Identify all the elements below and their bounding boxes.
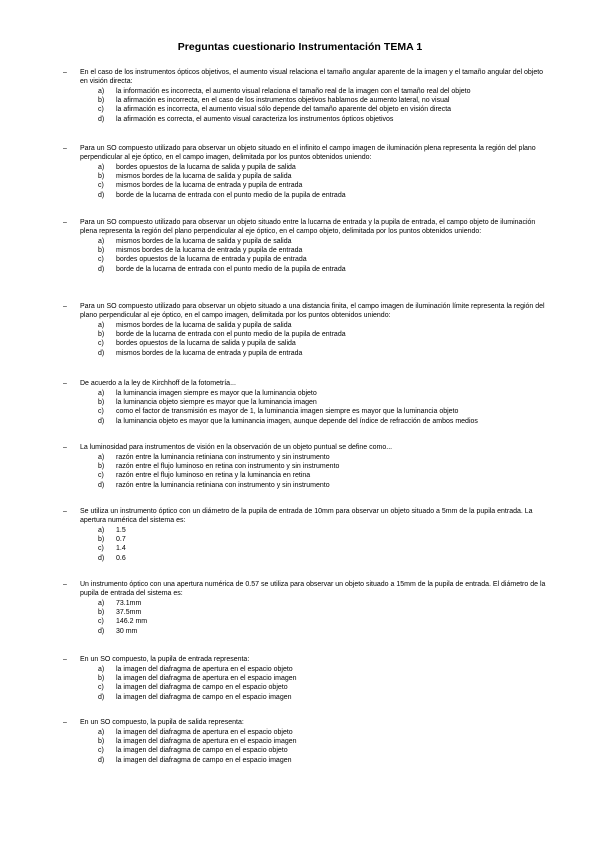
answer-option <box>66 96 552 105</box>
answer-option <box>66 535 552 544</box>
answer-option <box>66 728 552 737</box>
bullet-dash: – <box>63 303 67 310</box>
answer-option <box>66 339 552 348</box>
bullet-dash: – <box>63 444 67 451</box>
question-item <box>63 302 552 358</box>
option-text: la afirmación es incorrecta, en el caso de los instrumentos objetivos hablamos de aumento lateral, no visual <box>116 97 450 105</box>
answer-option <box>66 115 552 124</box>
answer-option <box>66 453 552 462</box>
option-text: 37.5mm <box>116 609 142 617</box>
option-letter: b) <box>98 738 105 746</box>
question-item <box>63 655 552 702</box>
answer-options <box>66 389 552 426</box>
question-item <box>63 580 552 636</box>
question-item <box>63 443 552 490</box>
answer-option <box>66 737 552 746</box>
answer-option <box>66 627 552 636</box>
option-letter: a) <box>98 322 105 329</box>
question-text: La luminosidad para instrumentos de visión en la observación de un objeto puntual se define como... <box>80 444 393 451</box>
bullet-dash: – <box>63 508 67 515</box>
option-text: mismos bordes de la lucarna de salida y pupila de salida <box>116 173 292 181</box>
bullet-dash: – <box>63 719 67 726</box>
answer-option <box>66 265 552 274</box>
option-text: la luminancia objeto siempre es mayor que la luminancia imagen <box>116 399 317 407</box>
option-text: razón entre el flujo luminoso en retina con instrumento y sin instrumento <box>116 463 340 471</box>
option-text: bordes opuestos de la lucarna de salida y pupila de salida <box>116 164 296 171</box>
question-text: De acuerdo a la ley de Kirchhoff de la fotometría... <box>80 380 236 387</box>
option-letter: c) <box>98 408 104 416</box>
answer-option <box>66 683 552 692</box>
option-text: la imagen del diafragma de campo en el espacio imagen <box>116 756 292 764</box>
answer-option <box>66 544 552 553</box>
answer-options <box>66 321 552 358</box>
answer-option <box>66 417 552 426</box>
answer-options <box>66 87 552 124</box>
question-item <box>63 379 552 426</box>
option-text: la imagen del diafragma de campo en el espacio imagen <box>116 693 292 701</box>
question-text: Se utiliza un instrumento óptico con un diámetro de la pupila de entrada de 10mm para observar un objeto situado a 5mm de la pupila entrada. La apertura numérica del sistema es: <box>80 508 533 524</box>
answer-option <box>66 349 552 358</box>
option-letter: a) <box>98 454 105 461</box>
option-letter: d) <box>98 191 105 199</box>
answer-option <box>66 237 552 246</box>
option-text: 30 mm <box>116 627 138 635</box>
option-text: razón entre el flujo luminoso en retina y la luminancia en retina <box>116 472 311 480</box>
option-text: borde de la lucarna de entrada con el punto medio de la pupila de entrada <box>116 265 346 273</box>
option-text: mismos bordes de la lucarna de entrada y pupila de entrada <box>116 247 303 255</box>
option-letter: d) <box>98 693 105 701</box>
option-letter: c) <box>98 106 104 114</box>
option-text: borde de la lucarna de entrada con el punto medio de la pupila de entrada <box>116 191 346 199</box>
option-letter: d) <box>98 756 105 764</box>
bullet-dash: – <box>63 219 67 226</box>
question-item <box>63 68 552 124</box>
option-text: bordes opuestos de la lucarna de salida y pupila de salida <box>116 340 296 348</box>
answer-option <box>66 599 552 608</box>
option-letter: a) <box>98 88 105 95</box>
option-text: la imagen del diafragma de apertura en el espacio imagen <box>116 675 297 683</box>
option-letter: d) <box>98 115 105 123</box>
question-item <box>63 718 552 765</box>
option-letter: a) <box>98 164 105 171</box>
answer-options <box>66 163 552 200</box>
option-text: la luminancia imagen siempre es mayor que la luminancia objeto <box>116 390 317 397</box>
answer-option <box>66 87 552 96</box>
option-letter: b) <box>98 173 105 181</box>
answer-option <box>66 246 552 255</box>
answer-option <box>66 181 552 190</box>
option-text: la imagen del diafragma de campo en el espacio objeto <box>116 684 288 692</box>
option-text: borde de la lucarna de entrada con el punto medio de la pupila de entrada <box>116 331 346 339</box>
option-letter: a) <box>98 390 105 397</box>
answer-option <box>66 665 552 674</box>
option-letter: c) <box>98 472 104 480</box>
option-letter: c) <box>98 340 104 348</box>
question-text: Un instrumento óptico con una apertura numérica de 0.57 se utiliza para observar un objeto situado a 15mm de la pupila de entrada. El diámetro de la pupila de entrada del sistema es: <box>80 581 546 597</box>
question-text: Para un SO compuesto utilizado para observar un objeto situado a una distancia finita, el campo imagen de iluminación límite representa la región del plano perpendicular al eje óptico, en el campo imagen, delimitada por los puntos obtenidos uniendo: <box>80 303 545 319</box>
answer-option <box>66 163 552 172</box>
question-text: En un SO compuesto, la pupila de entrada representa: <box>80 656 250 663</box>
question-text: Para un SO compuesto utilizado para observar un objeto situado entre la lucarna de entrada y la pupila de entrada, el campo objeto de iluminación plena representa la región del plano perpendicular al eje óptico, en el campo objeto, delimitada por los puntos obtenidos uniendo: <box>80 219 536 235</box>
question-item <box>63 507 552 563</box>
option-letter: b) <box>98 675 105 683</box>
answer-option <box>66 398 552 407</box>
option-text: la información es incorrecta, el aumento visual relaciona el tamaño real de la imagen con el tamaño real del objeto <box>116 88 471 95</box>
answer-option <box>66 389 552 398</box>
option-text: razón entre la luminancia retiniana con instrumento y sin instrumento <box>116 481 330 489</box>
option-letter: c) <box>98 182 104 190</box>
answer-option <box>66 255 552 264</box>
option-text: 73.1mm <box>116 600 142 607</box>
answer-option <box>66 172 552 181</box>
page-title: Preguntas cuestionario Instrumentación TEMA 1 <box>177 41 423 53</box>
bullet-dash: – <box>63 581 67 588</box>
option-text: 0.7 <box>116 536 126 544</box>
option-text: como el factor de transmisión es mayor de 1, la luminancia imagen siempre es mayor que la luminancia objeto <box>116 408 459 416</box>
option-letter: c) <box>98 684 104 692</box>
answer-option <box>66 471 552 480</box>
option-letter: c) <box>98 618 104 626</box>
option-text: bordes opuestos de la lucarna de entrada y pupila de entrada <box>116 256 307 264</box>
answer-options <box>66 526 552 563</box>
option-letter: d) <box>98 417 105 425</box>
option-letter: b) <box>98 536 105 544</box>
bullet-dash: – <box>63 656 67 663</box>
option-text: mismos bordes de la lucarna de salida y pupila de salida <box>116 322 292 329</box>
bullet-dash: – <box>63 69 67 76</box>
answer-option <box>66 674 552 683</box>
answer-option <box>66 481 552 490</box>
answer-options <box>66 665 552 702</box>
option-letter: b) <box>98 97 105 105</box>
question-text: En un SO compuesto, la pupila de salida representa: <box>80 719 244 726</box>
option-letter: b) <box>98 399 105 407</box>
answer-options <box>66 237 552 274</box>
option-text: la imagen del diafragma de apertura en el espacio objeto <box>116 666 293 673</box>
option-text: 0.6 <box>116 554 126 562</box>
option-letter: b) <box>98 247 105 255</box>
option-letter: a) <box>98 527 105 534</box>
answer-options <box>66 728 552 765</box>
option-text: la imagen del diafragma de apertura en el espacio objeto <box>116 729 293 736</box>
option-text: la afirmación es incorrecta, el aumento visual sólo depende del tamaño aparente del objeto en visión directa <box>116 106 452 114</box>
question-text: Para un SO compuesto utilizado para observar un objeto situado en el infinito el campo imagen de iluminación plena representa la región del plano perpendicular al eje óptico, en el campo imagen, delimitada por los puntos obtenidos uniendo: <box>80 145 536 161</box>
option-text: mismos bordes de la lucarna de entrada y pupila de entrada <box>116 349 303 357</box>
option-letter: a) <box>98 600 105 607</box>
bullet-dash: – <box>63 380 67 387</box>
option-text: 1.5 <box>116 527 126 534</box>
option-letter: a) <box>98 666 105 673</box>
option-text: la imagen del diafragma de apertura en el espacio imagen <box>116 738 297 746</box>
option-text: la luminancia objeto es mayor que la luminancia imagen, aunque depende del índice de refracción de ambos medios <box>116 417 478 425</box>
answer-option <box>66 105 552 114</box>
option-text: mismos bordes de la lucarna de salida y pupila de salida <box>116 238 292 245</box>
answer-option <box>66 321 552 330</box>
answer-option <box>66 526 552 535</box>
option-letter: c) <box>98 256 104 264</box>
question-text: En el caso de los instrumentos ópticos objetivos, el aumento visual relaciona el tamaño angular aparente de la imagen y el tamaño angular del objeto en visión directa: <box>80 69 544 85</box>
option-letter: b) <box>98 609 105 617</box>
option-letter: c) <box>98 545 104 553</box>
answer-option <box>66 407 552 416</box>
option-letter: a) <box>98 238 105 245</box>
option-letter: c) <box>98 747 104 755</box>
option-text: 146.2 mm <box>116 618 148 626</box>
answer-option <box>66 191 552 200</box>
option-text: la afirmación es correcta, el aumento visual caracteriza los instrumentos ópticos objetivos <box>116 115 394 123</box>
answer-option <box>66 693 552 702</box>
question-item <box>63 218 552 274</box>
option-letter: d) <box>98 554 105 562</box>
answer-option <box>66 746 552 755</box>
answer-option <box>66 462 552 471</box>
option-text: razón entre la luminancia retiniana con instrumento y sin instrumento <box>116 454 330 461</box>
option-text: mismos bordes de la lucarna de entrada y pupila de entrada <box>116 182 303 190</box>
option-text: 1.4 <box>116 545 126 553</box>
answer-option <box>66 608 552 617</box>
answer-option <box>66 554 552 563</box>
answer-option <box>66 756 552 765</box>
option-letter: d) <box>98 627 105 635</box>
answer-option <box>66 330 552 339</box>
question-item <box>63 144 552 200</box>
option-letter: d) <box>98 265 105 273</box>
option-letter: d) <box>98 481 105 489</box>
answer-options <box>66 599 552 636</box>
option-letter: b) <box>98 463 105 471</box>
answer-options <box>66 453 552 490</box>
option-letter: a) <box>98 729 105 736</box>
bullet-dash: – <box>63 145 67 152</box>
option-letter: b) <box>98 331 105 339</box>
option-letter: d) <box>98 349 105 357</box>
option-text: la imagen del diafragma de campo en el espacio objeto <box>116 747 288 755</box>
answer-option <box>66 617 552 626</box>
